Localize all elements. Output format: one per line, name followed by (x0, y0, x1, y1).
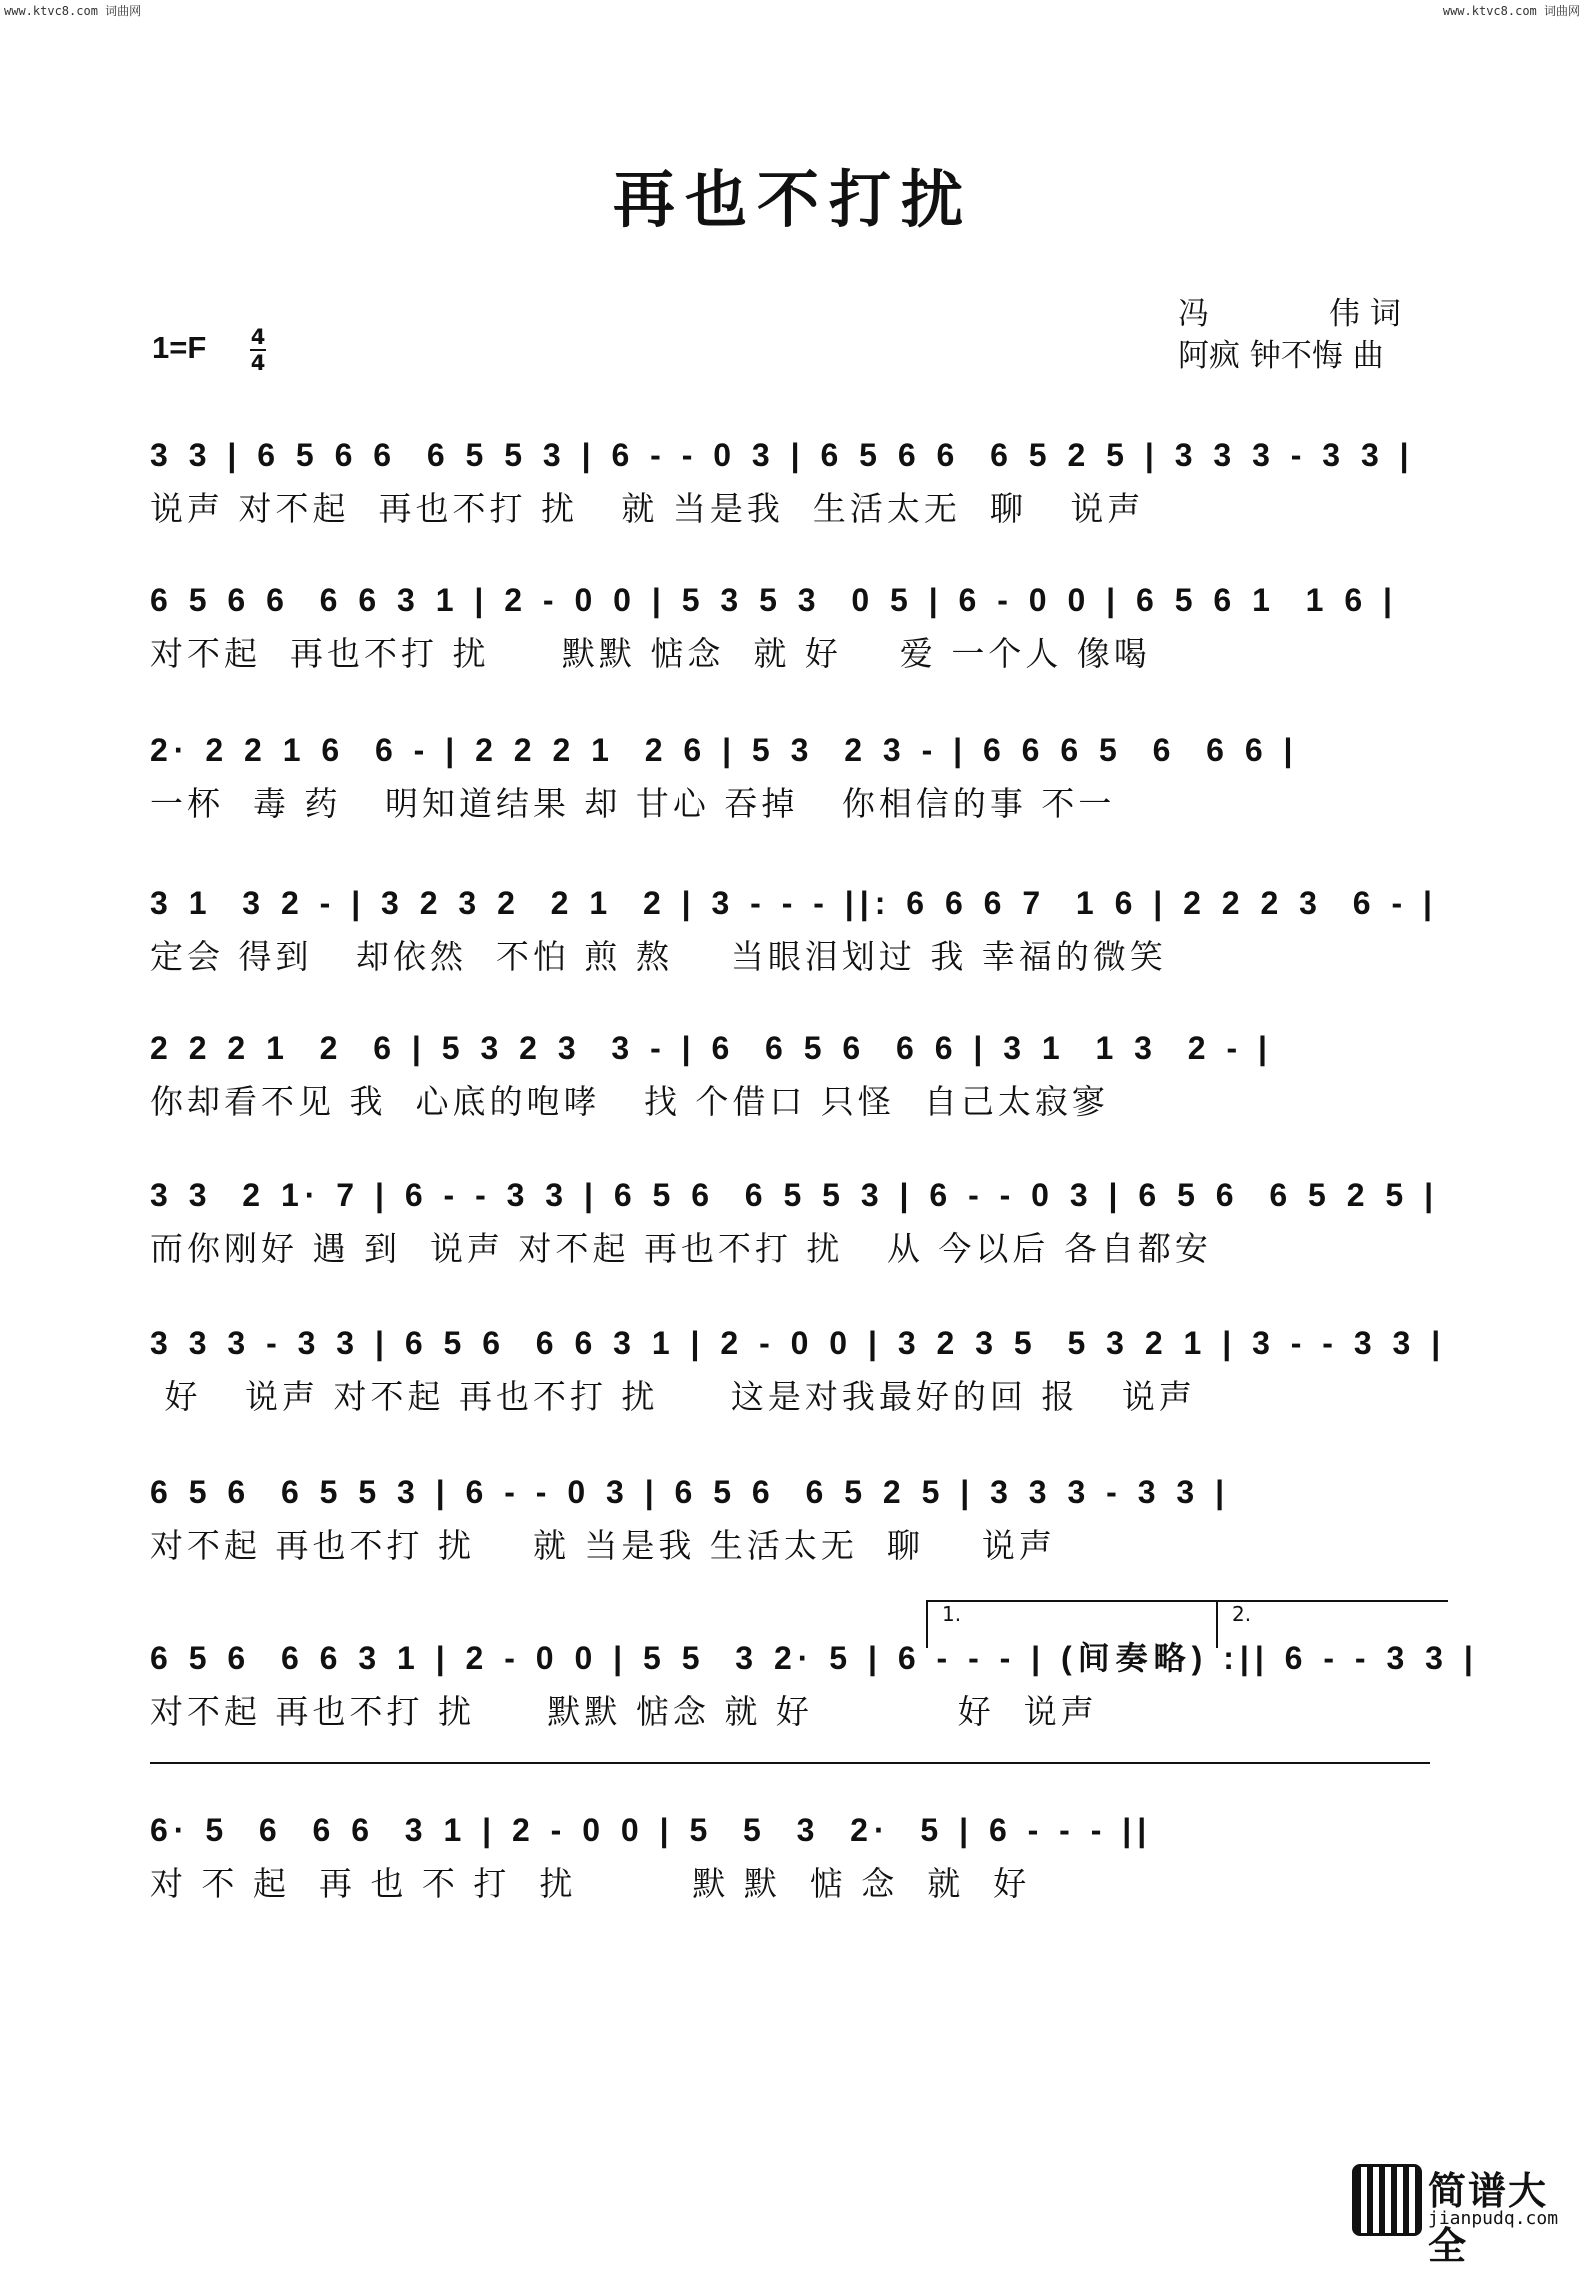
notes-line (150, 570, 1432, 620)
notes-text: 3 1 3 2 - | 3 2 3 2 2 1 2 | 3 - - - ||: 6 6 6 7 1 6 | 2 2 2 3 6 - | (150, 885, 1438, 921)
lyrics-line: 你却看不见 我 心底的咆哮 找 个借口 只怪 自己太寂寥 (150, 1082, 1109, 1121)
volta-second: 2. (1216, 1600, 1448, 1648)
lyrics-line: 对不起 再也不打 扰 就 当是我 生活太无 聊 说声 (150, 1526, 1056, 1565)
lyrics-line: 对 不 起 再 也 不 打 扰 默 默 惦 念 就 好 (150, 1864, 1031, 1903)
piano-keys-icon (1352, 2164, 1422, 2236)
logo-name: 简谱大全 (1428, 2169, 1549, 2268)
time-signature (250, 326, 266, 374)
notes-text: 2 2 2 1 2 6 | 5 3 2 3 3 - | 6 6 5 6 6 6 | 3 1 1 3 2 - | (150, 1030, 1273, 1066)
notes-line (150, 1313, 1447, 1363)
notes-text: 6 5 6 6 5 5 3 | 6 - - 0 3 | 6 5 6 6 5 2 5 | 3 3 3 - 3 3 | (150, 1474, 1231, 1510)
notes-text: 3 3 2 1· 7 | 6 - - 3 3 | 6 5 6 6 5 5 3 | 6 - - 0 3 | 6 5 6 6 5 2 5 | (150, 1177, 1440, 1213)
lyricist-credit (1178, 288, 1401, 333)
notes-line (150, 1165, 1440, 1215)
lyricist-role: 词 (1369, 296, 1401, 332)
site-logo (1352, 2160, 1582, 2268)
repeat-ending-line (150, 1762, 1430, 1764)
lyrics-line: 对不起 再也不打 扰 默默 惦念 就 好 好 说声 (150, 1692, 1098, 1731)
notes-line (150, 873, 1438, 923)
notes-line (150, 1018, 1432, 1068)
lyrics-line: 而你刚好 遇 到 说声 对不起 再也不打 扰 从 今以后 各自都安 (150, 1229, 1212, 1268)
logo-url: jianpudq.com (1428, 2208, 1559, 2229)
key-signature: 1=F (152, 330, 207, 365)
notes-line (150, 1462, 1432, 1512)
notes-text: 6 5 6 6 6 6 3 1 | 2 - 0 0 | 5 3 5 3 0 5 | 6 - 0 0 | 6 5 6 1 1 6 | (150, 582, 1398, 618)
composer-name: 阿疯 钟不悔 (1178, 338, 1343, 374)
notes-line (150, 720, 1432, 770)
notes-text: 3 3 3 - 3 3 | 6 5 6 6 6 3 1 | 2 - 0 0 | 3 2 3 5 5 3 2 1 | 3 - - 3 3 | (150, 1325, 1447, 1361)
lyrics-line: 好 说声 对不起 再也不打 扰 这是对我最好的回 报 说声 (150, 1377, 1196, 1416)
watermark-right: www.ktvc8.com 词曲网 (1442, 4, 1580, 18)
song-title: 再也不打扰 (612, 163, 973, 236)
time-signature-bottom: 4 (250, 351, 266, 375)
notes-text: 6· 5 6 6 6 3 1 | 2 - 0 0 | 5 5 3 2· 5 | 6 - - - || (150, 1812, 1153, 1848)
lyricist-name2: 伟 (1329, 296, 1360, 332)
lyrics-line: 定会 得到 却依然 不怕 煎 熬 当眼泪划过 我 幸福的微笑 (150, 937, 1167, 976)
composer-credit (1178, 330, 1384, 375)
notes-line (150, 1800, 1432, 1850)
lyricist-name: 冯 (1178, 296, 1209, 332)
lyrics-line: 对不起 再也不打 扰 默默 惦念 就 好 爱 一个人 像喝 (150, 634, 1151, 673)
lyrics-line: 说声 对不起 再也不打 扰 就 当是我 生活太无 聊 说声 (150, 489, 1145, 528)
volta-first: 1. (926, 1600, 1222, 1648)
watermark-left: www.ktvc8.com 词曲网 (4, 4, 142, 18)
time-signature-top: 4 (250, 325, 266, 349)
notes-text: 6 5 6 6 6 3 1 | 2 - 0 0 | 5 5 3 2· 5 | 6 - - - | (间奏略) :|| 6 - - 3 3 | (150, 1640, 1479, 1676)
composer-role: 曲 (1352, 338, 1384, 374)
notes-line (150, 425, 1432, 475)
notes-line (150, 1628, 1479, 1678)
notes-text: 3 3 | 6 5 6 6 6 5 5 3 | 6 - - 0 3 | 6 5 6 6 6 5 2 5 | 3 3 3 - 3 3 | (150, 437, 1415, 473)
lyrics-line: 一杯 毒 药 明知道结果 却 甘心 吞掉 你相信的事 不一 (150, 784, 1116, 823)
notes-text: 2· 2 2 1 6 6 - | 2 2 2 1 2 6 | 5 3 2 3 - | 6 6 6 5 6 6 6 | (150, 732, 1299, 768)
